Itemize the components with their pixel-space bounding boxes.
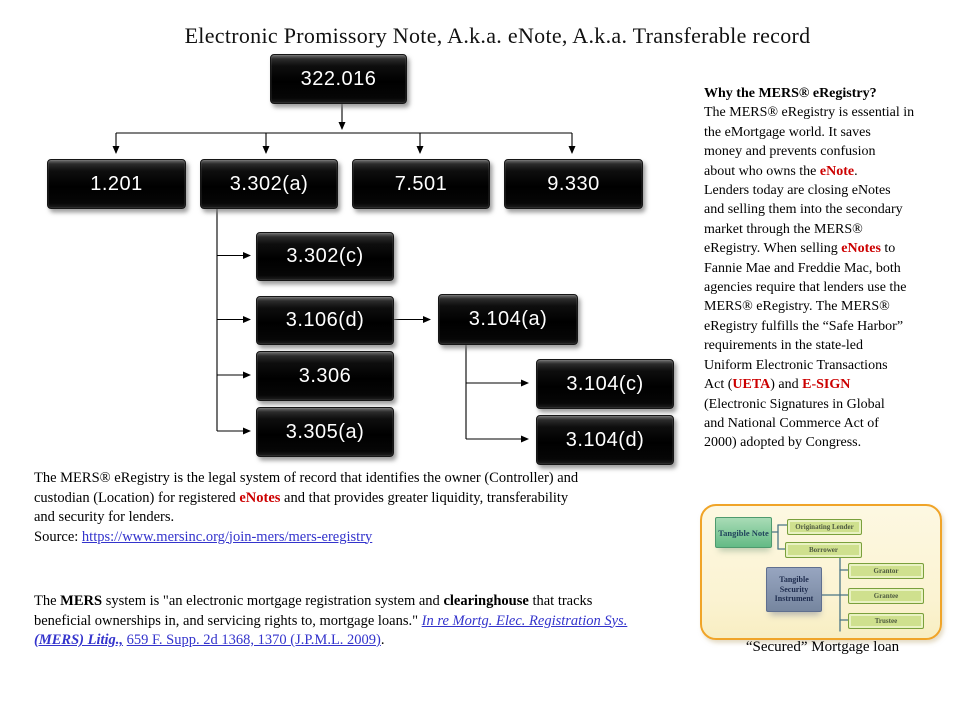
eregistry-description <box>34 469 679 547</box>
grantor-box: Grantor <box>848 563 924 579</box>
case-citation-link[interactable]: In re Mortg. Elec. Registration Sys. <box>421 612 628 629</box>
secured-loan-caption: “Secured” Mortgage loan <box>745 639 900 655</box>
text-segment: clearinghouse <box>443 593 529 609</box>
text-segment: Uniform Electronic Transactions <box>704 357 888 373</box>
flowchart-node-3-104d: 3.104(d) <box>536 415 674 465</box>
text-segment: ) and <box>770 377 803 393</box>
text-segment: eNotes <box>841 241 881 257</box>
text-segment: and that provides greater liquidity, transferability <box>280 489 569 506</box>
flowchart-node-3-302a: 3.302(a) <box>200 159 338 209</box>
text-segment: The MERS® eRegistry is the legal system of record that identifies the owner (Controller) and <box>34 470 579 486</box>
text-segment: agencies require that lenders use the <box>704 280 907 296</box>
flowchart-node-3-305a: 3.305(a) <box>256 407 394 457</box>
text-segment: (Electronic Signatures in Global <box>704 396 885 412</box>
text-segment: that tracks <box>528 593 593 609</box>
text-segment: Lenders today are closing eNotes <box>704 183 891 199</box>
grantee-box: Grantee <box>848 588 924 604</box>
flowchart-node-7-501: 7.501 <box>352 159 490 209</box>
flowchart-node-3-306: 3.306 <box>256 351 394 401</box>
text-segment: eRegistry. When selling <box>704 241 842 257</box>
text-segment: to <box>880 241 896 257</box>
flowchart-node-3-302c: 3.302(c) <box>256 232 394 281</box>
text-segment: and security for lenders. <box>34 509 175 525</box>
flowchart-node-1-201: 1.201 <box>47 159 186 209</box>
borrower-box: Borrower <box>785 542 862 558</box>
text-segment: money and prevents confusion <box>704 144 876 160</box>
text-segment: market through the MERS® <box>704 221 863 237</box>
text-segment: requirements in the state-led <box>704 338 863 354</box>
originating-lender-box: Originating Lender <box>787 519 862 535</box>
text-segment: MERS® eRegistry. The MERS® <box>704 299 890 315</box>
text-segment: the eMortgage world. It saves <box>704 124 871 140</box>
text-segment: Act ( <box>704 377 733 393</box>
why-mers-heading: Why the MERS® eRegistry? <box>704 86 877 101</box>
case-citation-link[interactable]: 659 F. Supp. 2d 1368, 1370 (J.P.M.L. 2009) <box>126 632 381 648</box>
why-mers-body <box>704 103 956 452</box>
text-segment: about who owns the <box>704 163 820 179</box>
flowchart-node-3-104a: 3.104(a) <box>438 294 578 345</box>
flowchart-node-9-330: 9.330 <box>504 159 643 209</box>
text-segment: 2000) adopted by Congress. <box>704 435 862 451</box>
text-segment: and National Commerce Act of <box>704 415 879 431</box>
slide-title: Electronic Promissory Note, A.k.a. eNote, A.k.a. Transferable record <box>184 23 811 48</box>
why-mers-panel <box>704 84 956 453</box>
text-segment: Source: <box>34 528 82 545</box>
text-segment: The <box>34 593 61 609</box>
text-segment: E-SIGN <box>802 377 851 393</box>
trustee-box: Trustee <box>848 613 924 629</box>
text-segment: UETA <box>732 377 771 393</box>
text-segment: and selling them into the secondary <box>704 202 903 218</box>
mers-definition <box>34 592 684 651</box>
text-segment: . <box>854 163 858 179</box>
secured-loan-diagram <box>700 504 942 640</box>
text-segment: eNotes <box>239 489 281 506</box>
text-segment: MERS <box>60 593 103 609</box>
text-segment: eNote <box>819 163 855 179</box>
text-segment: system is "an electronic mortgage registration system and <box>102 593 444 609</box>
text-segment: Fannie Mae and Freddie Mac, both <box>704 260 901 276</box>
text-segment: custodian (Location) for registered <box>34 489 240 506</box>
flowchart-node-3-104c: 3.104(c) <box>536 359 674 409</box>
text-segment: . <box>380 632 385 648</box>
tangible-security-instrument-box: Tangible Security Instrument <box>766 567 822 612</box>
text-segment: The MERS® eRegistry is essential in <box>704 105 915 121</box>
flowchart-node-322-016: 322.016 <box>270 54 407 104</box>
text-segment: eRegistry fulfills the “Safe Harbor” <box>704 318 904 334</box>
flowchart-node-3-106d: 3.106(d) <box>256 296 394 345</box>
text-segment: beneficial ownerships in, and servicing rights to, mortgage loans." <box>34 612 422 629</box>
tangible-note-box: Tangible Note <box>715 517 772 548</box>
case-citation-link[interactable]: (MERS) Litig., <box>34 632 124 648</box>
mers-eregistry-link[interactable]: https://www.mersinc.org/join-mers/mers-eregistry <box>81 528 373 545</box>
